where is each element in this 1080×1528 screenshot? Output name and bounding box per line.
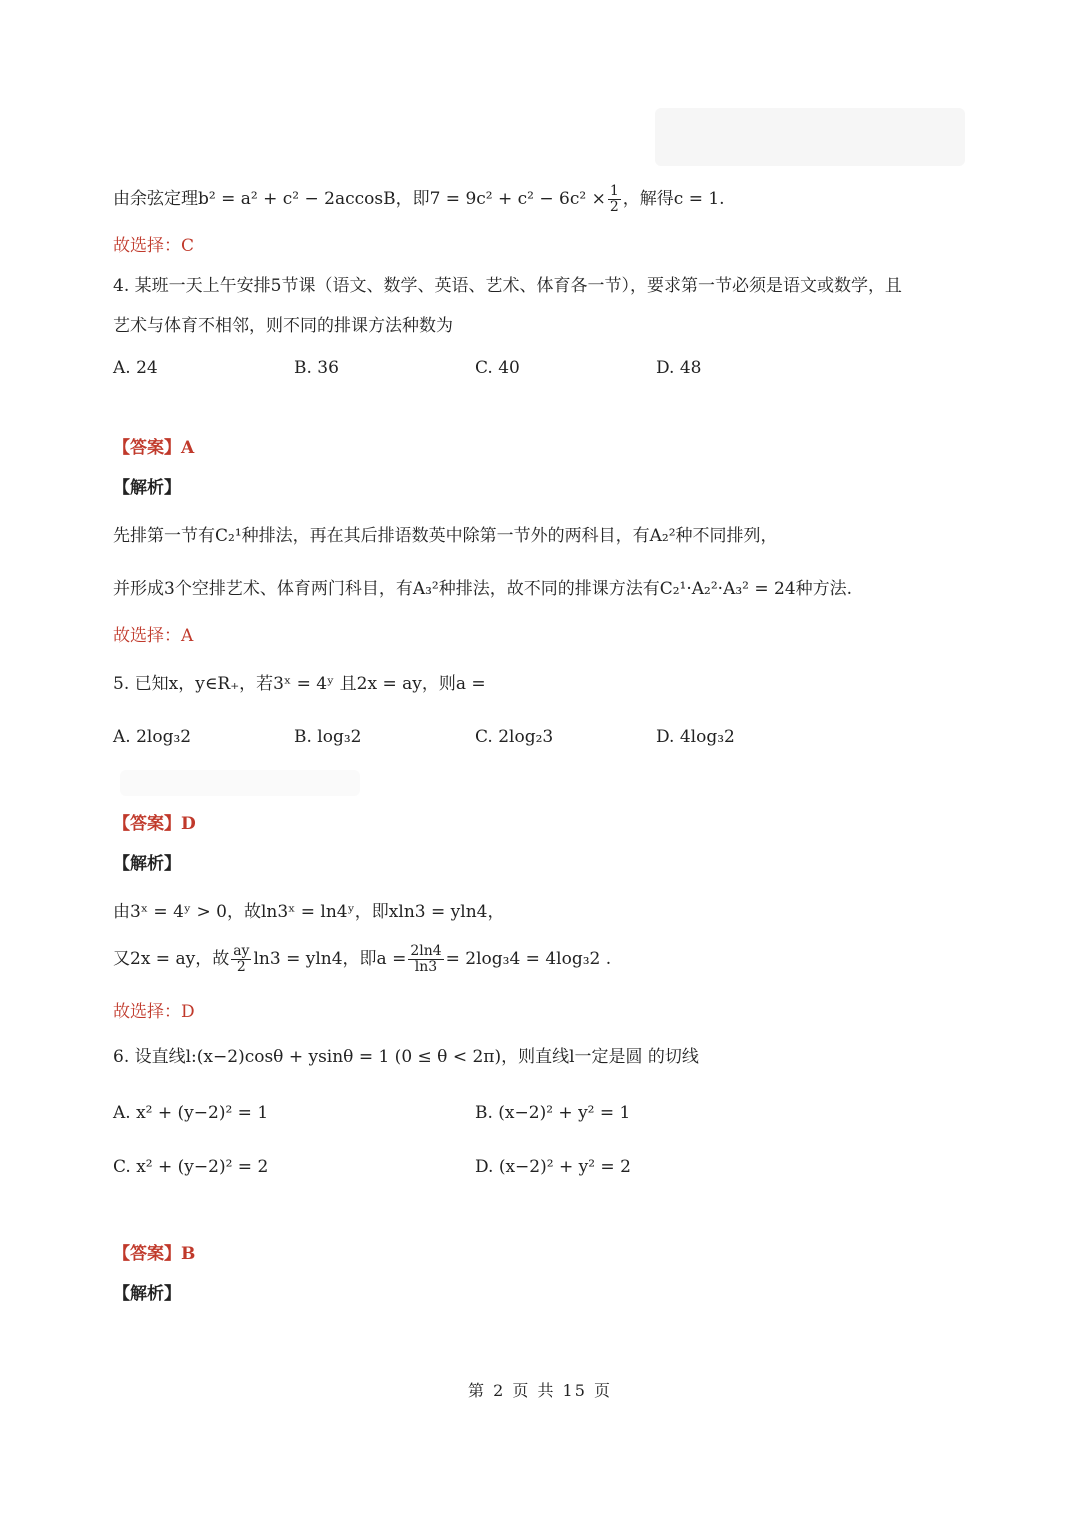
q6-answer: 【答案】B xyxy=(113,1244,196,1264)
q4-option-b: B. 36 xyxy=(294,358,339,378)
q4-answer: 【答案】A xyxy=(113,438,195,458)
q5-analysis-label: 【解析】 xyxy=(113,854,181,874)
page-footer: 第 2 页 共 15 页 xyxy=(468,1381,612,1400)
q6-analysis-label: 【解析】 xyxy=(113,1284,181,1304)
q3-solution-tail: ，解得c = 1. xyxy=(622,189,725,209)
q5-stem: 5. 已知x，y∈R₊，若3ˣ = 4ʸ 且2x = ay，则a = xyxy=(113,674,486,694)
q5-option-c: C. 2log₂3 xyxy=(475,727,554,747)
q6-option-b: B. (x−2)² + y² = 1 xyxy=(475,1103,631,1123)
q4-stem-line1: 4. 某班一天上午安排5节课（语文、数学、英语、艺术、体育各一节），要求第一节必须是语文或数学，且 xyxy=(113,276,902,296)
q5-analysis-line2 xyxy=(113,944,611,975)
q4-analysis-line2: 并形成3个空排艺术、体育两门科目，有A₃²种排法，故不同的排课方法有C₂¹·A₂²·A₃² = 24种方法. xyxy=(113,579,853,599)
q3-choice: 故选择：C xyxy=(113,236,195,256)
q5-analysis-part-c: = 2log₃4 = 4log₃2 . xyxy=(445,949,612,969)
fraction-ay-over-2: $\frac{ay}{2}$ xyxy=(233,943,250,975)
q4-choice: 故选择：A xyxy=(113,626,194,646)
q6-stem: 6. 设直线l:(x−2)cosθ + ysinθ = 1 (0 ≤ θ < 2π)，则直线l一定是圆 的切线 xyxy=(113,1047,699,1067)
q3-solution-text: 由余弦定理b² = a² + c² − 2accosB，即7 = 9c² + c² − 6c² × xyxy=(113,189,606,209)
q5-analysis-part-a: 又2x = ay，故 xyxy=(113,949,230,969)
q5-analysis-line1: 由3ˣ = 4ʸ > 0，故ln3ˣ = ln4ʸ，即xln3 = yln4， xyxy=(113,902,505,922)
scan-smudge xyxy=(655,108,965,166)
q4-option-c: C. 40 xyxy=(475,358,520,378)
q5-choice: 故选择：D xyxy=(113,1002,195,1022)
q4-analysis-line1: 先排第一节有C₂¹种排法，再在其后排语数英中除第一节外的两科目，有A₂²种不同排列， xyxy=(113,526,778,546)
q5-option-d: D. 4log₃2 xyxy=(656,727,735,747)
scan-smudge xyxy=(120,770,360,796)
q5-option-a: A. 2log₃2 xyxy=(113,727,192,747)
q4-stem-line2: 艺术与体育不相邻，则不同的排课方法种数为 xyxy=(113,316,453,336)
fraction-2ln4-over-ln3: $\frac{2\ln 4}{\ln 3}$ xyxy=(410,943,442,975)
q5-analysis-part-b: ln3 = yln4，即a = xyxy=(253,949,407,969)
q6-option-a: A. x² + (y−2)² = 1 xyxy=(113,1103,269,1123)
q3-solution-line xyxy=(113,184,725,215)
q4-option-a: A. 24 xyxy=(113,358,158,378)
fraction-one-half: $\frac{1}{2}$ xyxy=(609,183,619,215)
q6-option-d: D. (x−2)² + y² = 2 xyxy=(475,1157,631,1177)
q4-option-d: D. 48 xyxy=(656,358,702,378)
q5-option-b: B. log₃2 xyxy=(294,727,362,747)
q6-option-c: C. x² + (y−2)² = 2 xyxy=(113,1157,269,1177)
q4-analysis-label: 【解析】 xyxy=(113,478,181,498)
q5-answer: 【答案】D xyxy=(113,814,196,834)
